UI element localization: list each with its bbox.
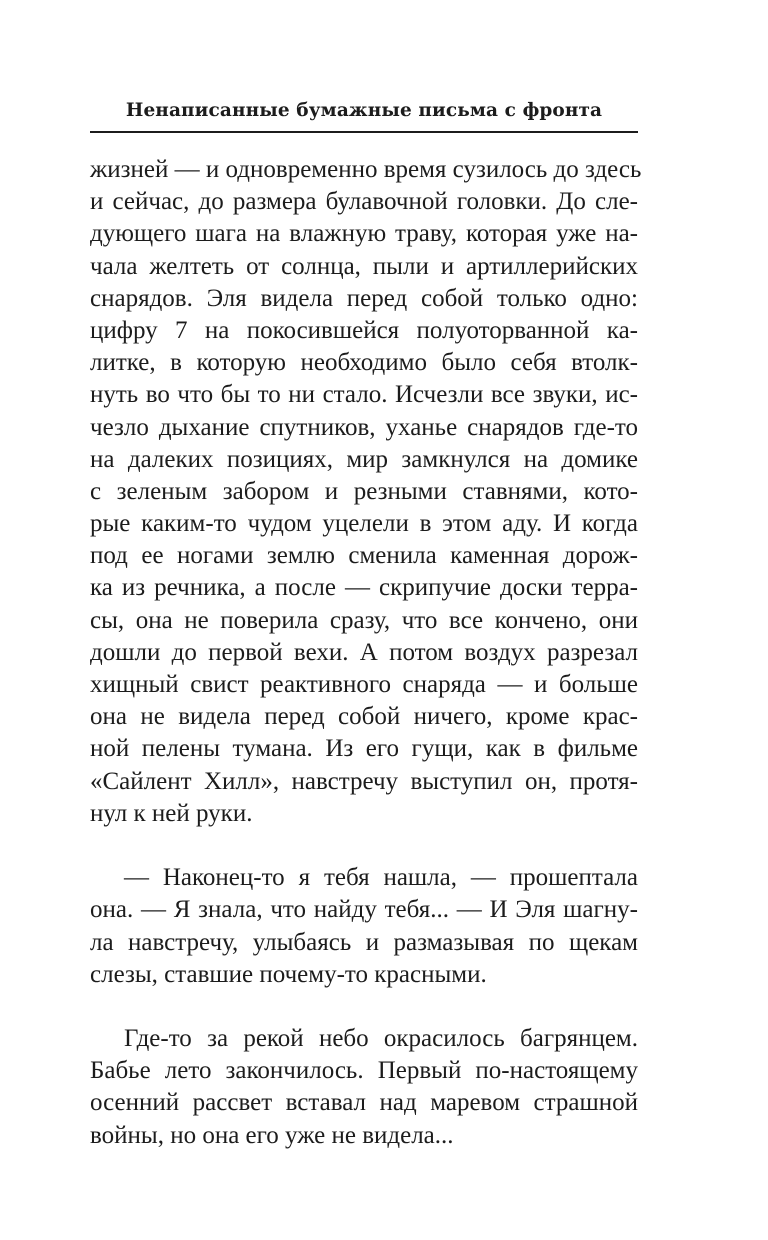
text-line: сы, она не поверила сразу, что все кончено, они: [90, 606, 638, 634]
running-head-title: Ненаписанные бумажные письма с фронта: [125, 100, 603, 121]
text-line: ка из речника, а после — скрипучие доски терра-: [90, 574, 638, 602]
text-line: нул к ней руки.: [90, 799, 253, 827]
text-line: слезы, ставшие почему-то красными.: [90, 960, 487, 988]
text-line: войны, но она его уже не видела...: [90, 1121, 454, 1149]
text-line: цифру 7 на покосившейся полуоторванной ка-: [90, 316, 638, 344]
text-line: «Сайлент Хилл», навстречу выступил он, протя-: [90, 767, 638, 795]
text-line: на далеких позициях, мир замкнулся на домике: [90, 445, 638, 473]
text-line: снарядов. Эля видела перед собой только одно:: [90, 284, 638, 312]
text-line: Бабье лето закончилось. Первый по-настоящему: [90, 1057, 638, 1085]
text-line: дующего шага на влажную траву, которая уже на-: [90, 220, 638, 248]
text-line: осенний рассвет вставал над маревом страшной: [90, 1089, 638, 1117]
text-line: нуть во что бы то ни стало. Исчезли все звуки, ис-: [90, 381, 638, 409]
text-line: жизней — и одновременно время сузилось до здесь: [90, 156, 642, 183]
text-line: с зеленым забором и резными ставнями, кото-: [90, 477, 638, 505]
paragraph-gap: [90, 991, 638, 1023]
text-line: хищный свист реактивного снаряда — и больше: [90, 671, 638, 698]
text-line: дошли до первой вехи. А потом воздух разрезал: [90, 638, 638, 666]
text-line: ной пелены тумана. Из его гущи, как в фильме: [90, 735, 638, 763]
text-line: она не видела перед собой ничего, кроме крас-: [90, 703, 638, 731]
text-line: она. — Я знала, что найду тебя... — И Эля шагну-: [90, 896, 638, 924]
text-line: ла навстречу, улыбаясь и размазывая по щекам: [90, 928, 638, 956]
paragraph-gap: [90, 830, 638, 862]
body-text: [90, 154, 642, 1152]
text-line: и сейчас, до размера булавочной головки. До сле-: [90, 188, 638, 216]
text-line: литке, в которую необходимо было себя втолк-: [90, 349, 638, 377]
header-rule: [90, 131, 638, 133]
text-line: чала желтеть от солнца, пыли и артиллерийских: [90, 252, 638, 280]
text-line: Где-то за рекой небо окрасилось багрянцем.: [124, 1025, 638, 1053]
text-line: чезло дыхание спутников, уханье снарядов где-то: [90, 413, 638, 441]
text-line: под ее ногами землю сменила каменная дорож-: [90, 542, 638, 570]
text-line: рые каким-то чудом уцелели в этом аду. И когда: [90, 510, 638, 538]
paragraph: [90, 862, 638, 991]
paragraph: [90, 154, 642, 830]
text-line: — Наконец-то я тебя нашла, — прошептала: [124, 864, 638, 892]
paragraph: [90, 1023, 638, 1152]
